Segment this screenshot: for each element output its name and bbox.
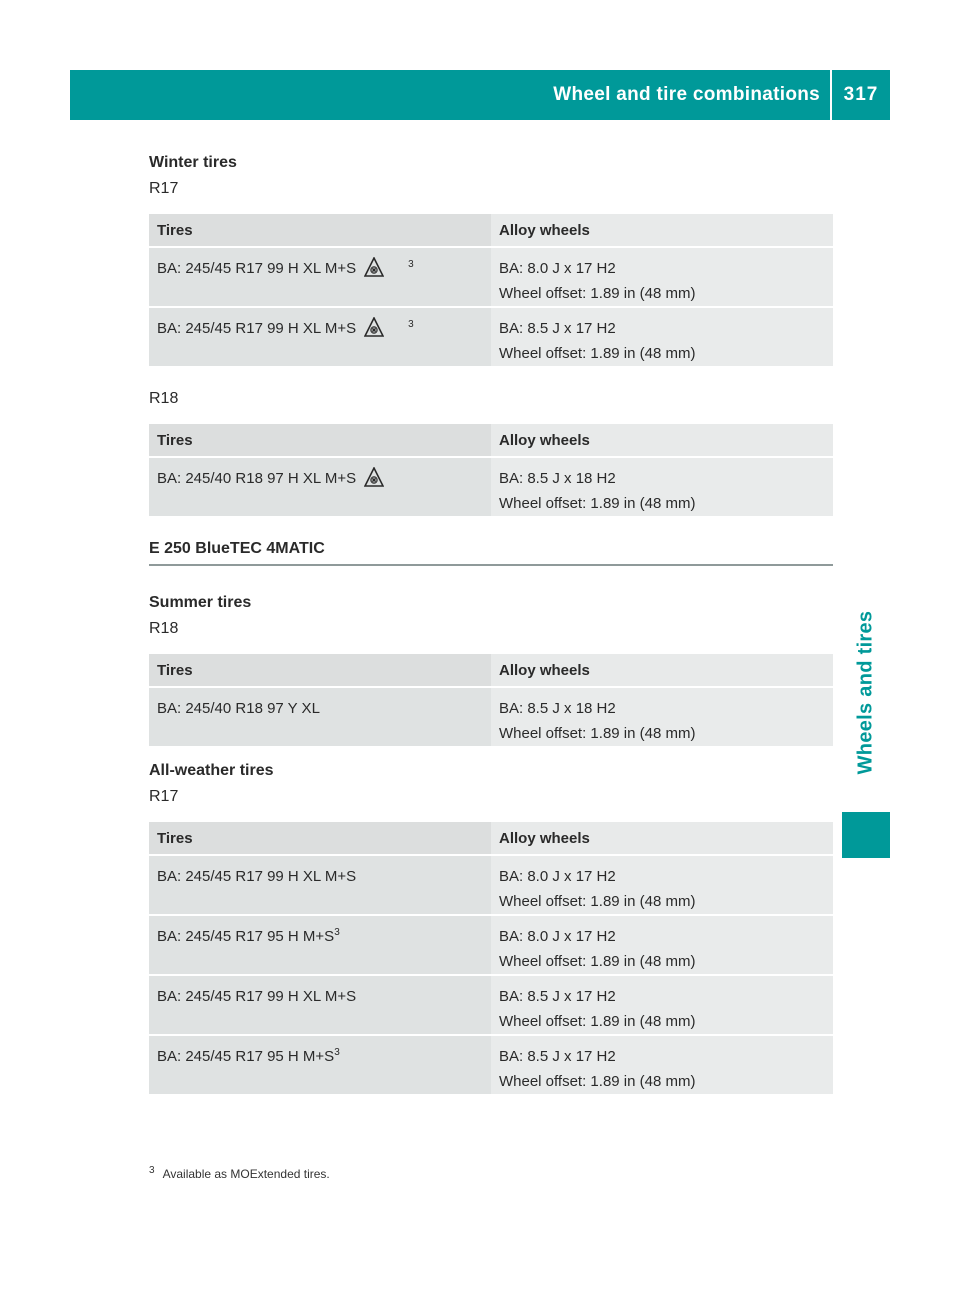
all-weather-r17-table: [149, 822, 833, 1096]
wheel-offset: Wheel offset: 1.89 in (48 mm): [499, 953, 696, 970]
wheel-offset: Wheel offset: 1.89 in (48 mm): [499, 725, 696, 742]
wheel-offset: Wheel offset: 1.89 in (48 mm): [499, 893, 696, 910]
tire-cell: [149, 457, 491, 517]
tire-spec: BA: 245/45 R17 95 H M+S: [157, 928, 335, 945]
wheel-offset: Wheel offset: 1.89 in (48 mm): [499, 1073, 696, 1090]
table-header-row: [149, 822, 833, 855]
tire-cell: [149, 915, 491, 975]
side-tab-marker: [842, 812, 890, 858]
wheel-offset: Wheel offset: 1.89 in (48 mm): [499, 345, 696, 362]
tire-cell: [149, 247, 491, 307]
wheels-column-header: Alloy wheels: [491, 424, 833, 457]
snowflake-mountain-icon: [364, 317, 384, 337]
wheel-cell: [491, 457, 833, 517]
all-weather-r17-label: R17: [149, 788, 179, 805]
tire-spec: BA: 245/40 R18 97 H XL M+S: [157, 470, 357, 487]
wheel-offset: Wheel offset: 1.89 in (48 mm): [499, 285, 696, 302]
tire-spec: BA: 245/40 R18 97 Y XL: [157, 700, 320, 717]
tires-column-header: Tires: [149, 654, 491, 687]
wheels-column-header: Alloy wheels: [491, 822, 833, 855]
side-tab: [842, 575, 890, 810]
side-tab-label: Wheels and tires: [854, 610, 877, 775]
table-header-row: [149, 214, 833, 247]
wheels-column-header: Alloy wheels: [491, 654, 833, 687]
wheel-spec: BA: 8.0 J x 17 H2: [499, 928, 616, 945]
table-row: [149, 915, 833, 975]
footnote-ref: 3: [334, 1047, 340, 1058]
footnote-ref: 3: [408, 319, 414, 330]
summer-r18-label: R18: [149, 620, 179, 637]
section-title: E 250 BlueTEC 4MATIC: [149, 540, 833, 566]
table-row: [149, 687, 833, 747]
page-header: [70, 70, 890, 120]
footnote-number: 3: [149, 1165, 155, 1176]
tires-column-header: Tires: [149, 424, 491, 457]
wheel-cell: [491, 915, 833, 975]
summer-tires-label: Summer tires: [149, 594, 252, 611]
snowflake-mountain-icon: [364, 257, 384, 277]
wheel-offset: Wheel offset: 1.89 in (48 mm): [499, 495, 696, 512]
footnote-ref: 3: [334, 927, 340, 938]
wheel-cell: [491, 1035, 833, 1095]
winter-r18-label: R18: [149, 390, 179, 407]
wheel-spec: BA: 8.5 J x 18 H2: [499, 470, 616, 487]
tire-spec: BA: 245/45 R17 99 H XL M+S: [157, 868, 357, 885]
table-header-row: [149, 654, 833, 687]
wheel-cell: [491, 687, 833, 747]
wheel-spec: BA: 8.5 J x 17 H2: [499, 988, 616, 1005]
tire-cell: [149, 855, 491, 915]
tire-cell: [149, 307, 491, 367]
winter-r17-table: [149, 214, 833, 368]
tire-spec: BA: 245/45 R17 99 H XL M+S: [157, 260, 357, 277]
table-row: [149, 247, 833, 307]
wheel-cell: [491, 855, 833, 915]
wheel-spec: BA: 8.0 J x 17 H2: [499, 868, 616, 885]
tire-cell: [149, 687, 491, 747]
wheel-cell: [491, 307, 833, 367]
footnote-text: Available as MOExtended tires.: [162, 1167, 330, 1181]
tires-column-header: Tires: [149, 214, 491, 247]
page-number: 317: [843, 84, 879, 105]
winter-r17-label: R17: [149, 180, 179, 197]
main-content: [149, 150, 833, 1096]
footnote: [149, 1165, 330, 1181]
winter-r18-table: [149, 424, 833, 518]
tire-spec: BA: 245/45 R17 95 H M+S: [157, 1048, 335, 1065]
tire-cell: [149, 1035, 491, 1095]
wheel-cell: [491, 975, 833, 1035]
tire-cell: [149, 975, 491, 1035]
table-row: [149, 457, 833, 517]
table-row: [149, 855, 833, 915]
snowflake-mountain-icon: [364, 467, 384, 487]
winter-tires-label: Winter tires: [149, 154, 237, 171]
footnote-ref: 3: [408, 259, 414, 270]
tire-spec: BA: 245/45 R17 99 H XL M+S: [157, 988, 357, 1005]
wheel-spec: BA: 8.5 J x 18 H2: [499, 700, 616, 717]
tire-spec: BA: 245/45 R17 99 H XL M+S: [157, 320, 357, 337]
tires-column-header: Tires: [149, 822, 491, 855]
table-row: [149, 307, 833, 367]
summer-r18-table: [149, 654, 833, 748]
table-header-row: [149, 424, 833, 457]
wheel-spec: BA: 8.0 J x 17 H2: [499, 260, 616, 277]
header-title: Wheel and tire combinations: [553, 84, 820, 105]
wheel-spec: BA: 8.5 J x 17 H2: [499, 320, 616, 337]
wheels-column-header: Alloy wheels: [491, 214, 833, 247]
table-row: [149, 1035, 833, 1095]
wheel-offset: Wheel offset: 1.89 in (48 mm): [499, 1013, 696, 1030]
all-weather-tires-label: All-weather tires: [149, 762, 274, 779]
wheel-spec: BA: 8.5 J x 17 H2: [499, 1048, 616, 1065]
table-row: [149, 975, 833, 1035]
wheel-cell: [491, 247, 833, 307]
